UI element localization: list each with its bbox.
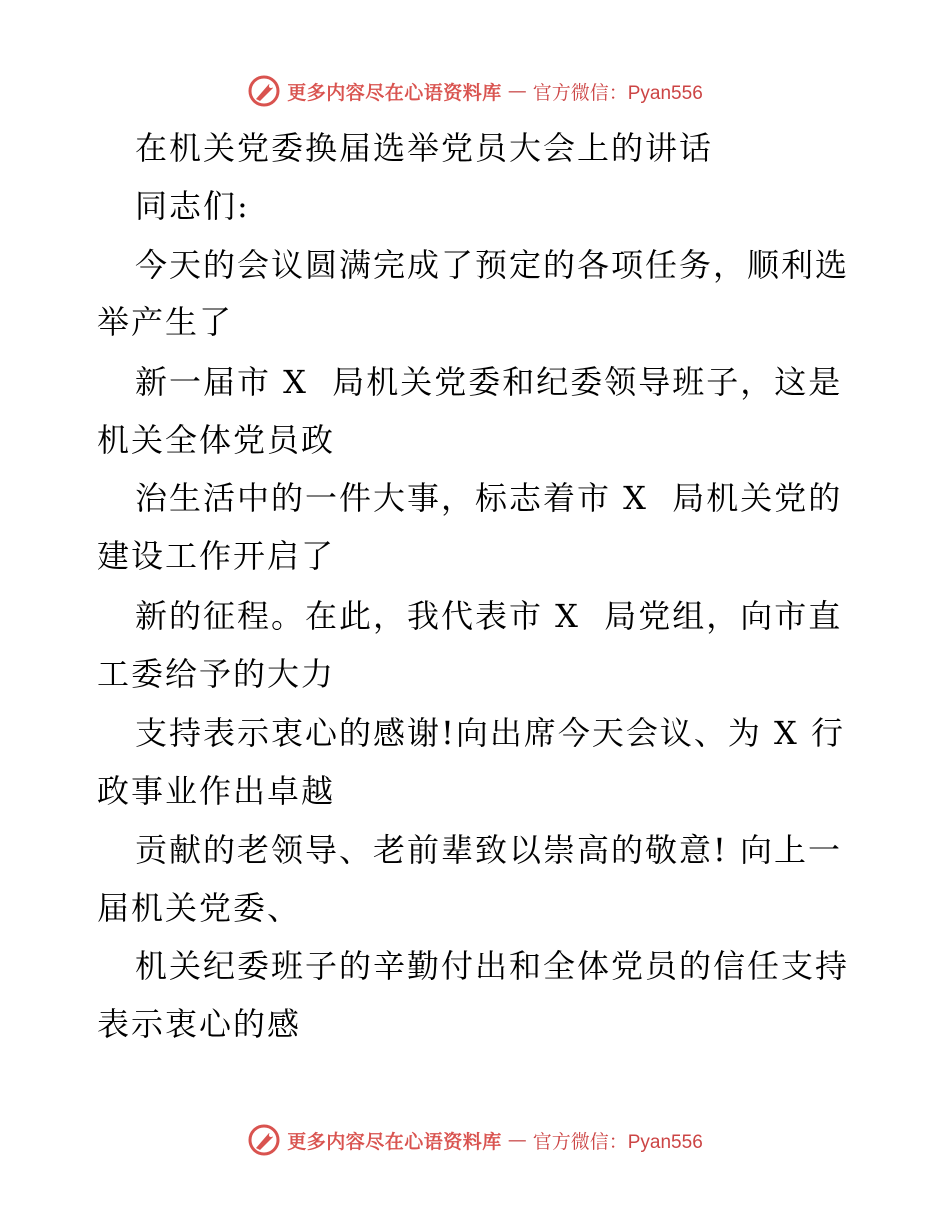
paragraph-line: 新一届市 X 局机关党委和纪委领导班子，这是 [135,363,843,401]
paragraph-line: 举产生了 [97,303,234,341]
paragraph-line: 治生活中的一件大事，标志着市 X 局机关党的 [135,479,843,517]
watermark-text: 更多内容尽在心语资料库 [287,81,502,104]
watermark-handle: 官方微信：Pyan556 [532,82,703,104]
paragraph-line: 建设工作开启了 [97,537,336,575]
greeting: 同志们: [135,187,250,225]
document-title: 在机关党委换届选举党员大会上的讲话 [135,129,714,167]
paragraph-line: 届机关党委、 [97,889,302,927]
pen-logo-icon [247,74,281,108]
watermark-footer [0,1120,950,1160]
watermark-handle: 官方微信：Pyan556 [532,1131,703,1153]
paragraph-line: 表示衷心的感 [97,1005,302,1043]
watermark-separator: — [507,80,527,102]
paragraph-line: 工委给予的大力 [97,655,336,693]
paragraph-line: 今天的会议圆满完成了预定的各项任务，顺利选 [135,246,850,284]
watermark-header [0,71,950,111]
watermark-separator: — [507,1129,527,1151]
paragraph-line: 支持表示衷心的感谢!向出席今天会议、为 X 行 [135,714,845,752]
paragraph-line: 机关全体党员政 [97,421,336,459]
watermark-text: 更多内容尽在心语资料库 [287,1130,502,1153]
paragraph-line: 贡献的老领导、老前辈致以崇高的敬意! 向上一 [135,831,843,869]
paragraph-line: 机关纪委班子的辛勤付出和全体党员的信任支持 [135,947,850,985]
paragraph-line: 新的征程。在此，我代表市 X 局党组，向市直 [135,597,843,635]
paragraph-line: 政事业作出卓越 [97,772,336,810]
pen-logo-icon [247,1123,281,1157]
